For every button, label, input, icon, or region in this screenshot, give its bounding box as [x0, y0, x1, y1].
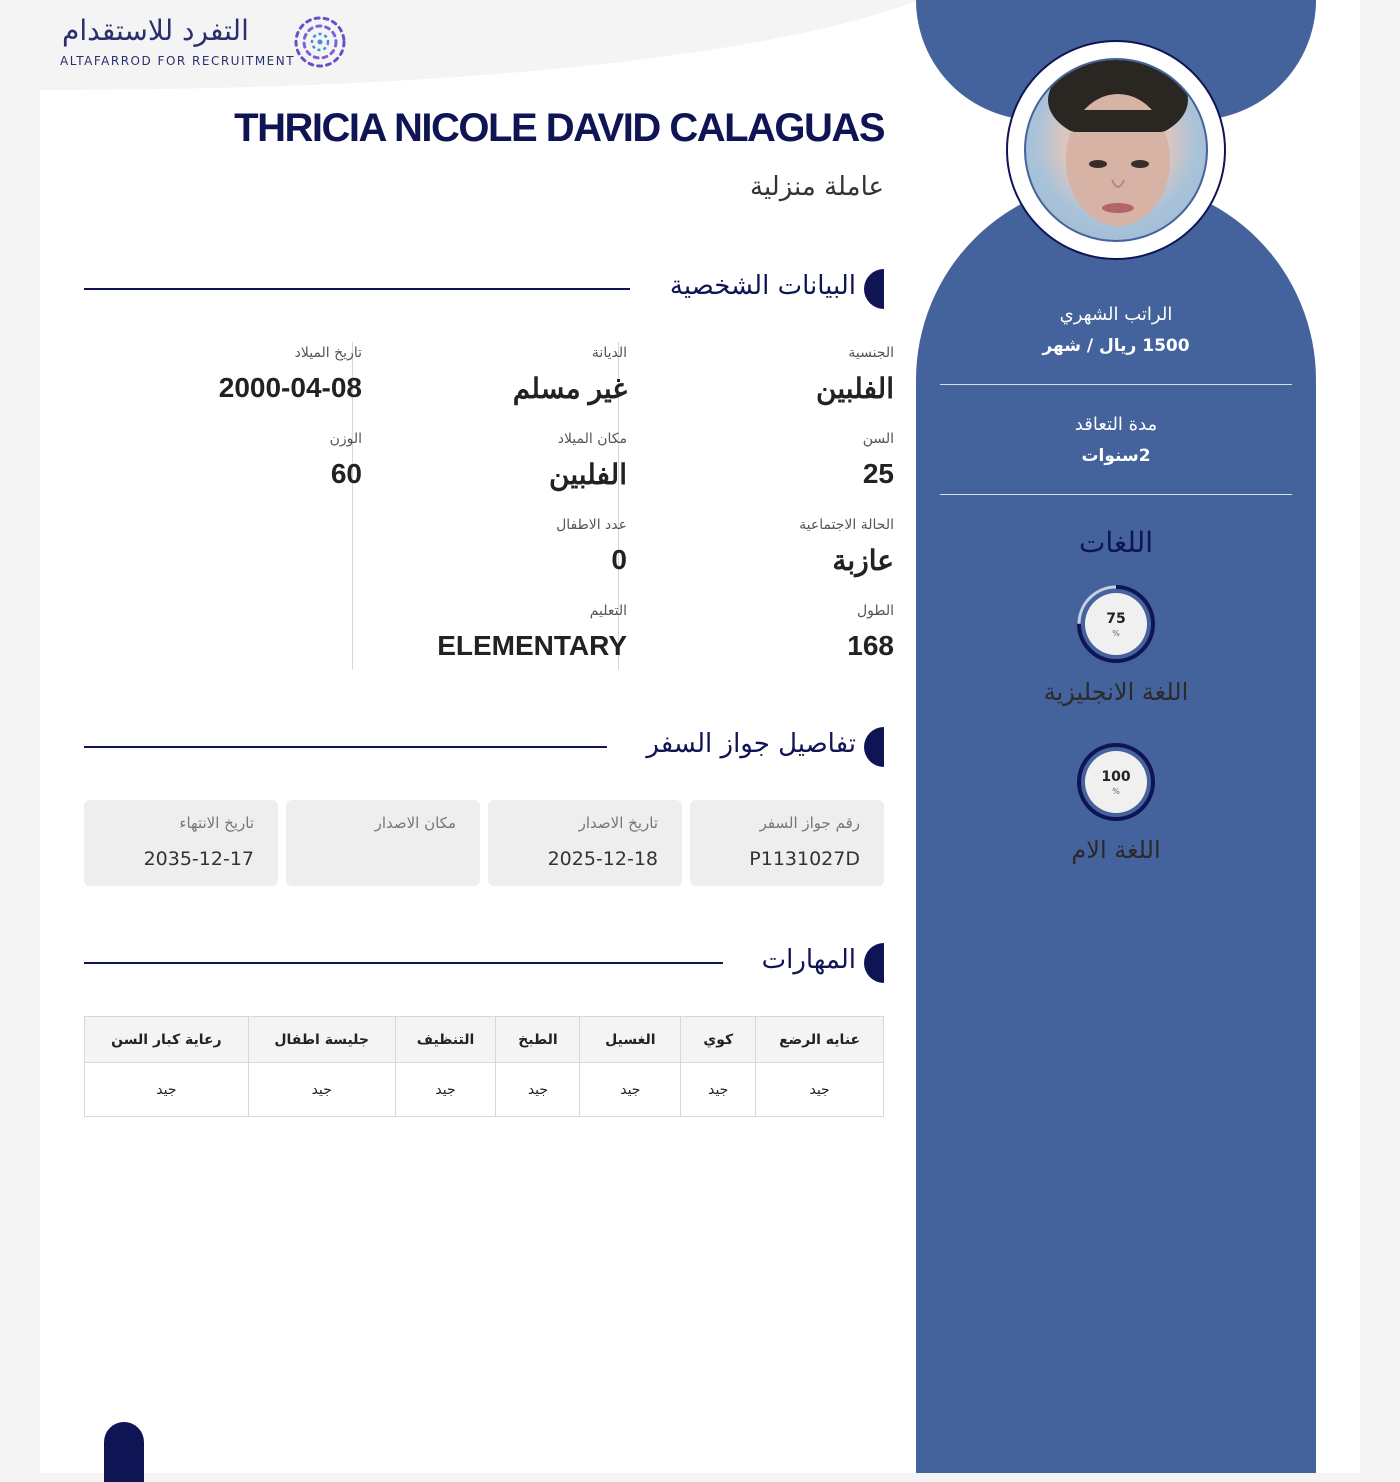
- skill-header: جليسة اطفال: [248, 1017, 395, 1063]
- skill-level: جيد: [580, 1063, 681, 1117]
- contract-duration-value: 2سنوات: [1081, 446, 1151, 466]
- birth-place-value: الفلبين: [549, 459, 627, 490]
- salary-value: 1500 ريال / شهر: [1042, 336, 1190, 356]
- logo-mark-icon: [292, 14, 348, 70]
- passport-number-card: [690, 800, 884, 886]
- religion-value: غير مسلم: [512, 373, 627, 404]
- section-title: المهارات: [761, 945, 856, 975]
- nationality-value: الفلبين: [816, 373, 894, 404]
- section-rule: [84, 746, 607, 748]
- language-name: اللغة الانجليزية: [1043, 678, 1189, 706]
- section-tab: [864, 943, 884, 983]
- children-count-label: عدد الاطفال: [556, 517, 627, 533]
- nationality-label: الجنسية: [848, 345, 894, 361]
- issue-date-card: [488, 800, 682, 886]
- skill-level: جيد: [496, 1063, 580, 1117]
- expiry-date-value: 2035-12-17: [143, 848, 254, 870]
- section-tab: [864, 269, 884, 309]
- education-value: ELEMENTARY: [437, 630, 627, 661]
- gauge-percent-text: 100: [1101, 769, 1131, 785]
- skill-level: جيد: [756, 1063, 884, 1117]
- candidate-job-title: عاملة منزلية: [750, 172, 884, 202]
- skill-level: جيد: [681, 1063, 756, 1117]
- logo-english-name: ALTAFARROD FOR RECRUITMENT: [60, 54, 296, 68]
- gauge-percent-text: 75: [1106, 611, 1126, 627]
- candidate-photo-frame: [1006, 40, 1226, 260]
- skills-table: [84, 1016, 884, 1117]
- issue-place-label: مكان الاصدار: [374, 814, 456, 832]
- religion-label: الديانة: [591, 345, 627, 361]
- issue-date-label: تاريخ الاصدار: [578, 814, 658, 832]
- footer-tab: [104, 1422, 144, 1482]
- candidate-name: THRICIA NICOLE DAVID CALAGUAS: [234, 106, 884, 150]
- sidebar-divider: [940, 384, 1292, 385]
- section-rule: [84, 962, 723, 964]
- sidebar-divider: [940, 494, 1292, 495]
- skill-level: جيد: [248, 1063, 395, 1117]
- passport-number-label: رقم جواز السفر: [759, 814, 860, 832]
- passport-number-value: P1131027D: [749, 848, 860, 870]
- birth-date-label: تاريخ الميلاد: [294, 345, 362, 361]
- skill-level: جيد: [85, 1063, 249, 1117]
- skill-header: رعاية كبار السن: [85, 1017, 249, 1063]
- cv-page: [40, 0, 1360, 1473]
- native-language-gauge: [1076, 742, 1156, 822]
- company-logo: [60, 14, 360, 74]
- age-label: السن: [862, 431, 894, 447]
- gauge-unit-text: %: [1112, 787, 1120, 796]
- issue-place-card: [286, 800, 480, 886]
- children-count-value: 0: [611, 544, 627, 575]
- skills-header-row: [85, 1017, 884, 1063]
- sidebar: [916, 0, 1316, 1473]
- english-proficiency-gauge: [1076, 584, 1156, 664]
- skill-header: الطبخ: [496, 1017, 580, 1063]
- expiry-date-card: [84, 800, 278, 886]
- section-tab: [864, 727, 884, 767]
- birth-date-value: 2000-04-08: [218, 372, 362, 403]
- logo-arabic-name: التفرد للاستقدام: [62, 14, 249, 47]
- height-value: 168: [847, 630, 894, 661]
- weight-label: الوزن: [329, 431, 362, 447]
- weight-value: 60: [330, 458, 362, 489]
- personal-section-header: [84, 269, 884, 309]
- languages-title: اللغات: [1079, 526, 1153, 559]
- expiry-date-label: تاريخ الانتهاء: [179, 814, 254, 832]
- issue-date-value: 2025-12-18: [547, 848, 658, 870]
- height-label: الطول: [856, 603, 894, 619]
- gauge-unit-text: %: [1112, 629, 1120, 638]
- section-rule: [84, 288, 630, 290]
- skills-value-row: [85, 1063, 884, 1117]
- candidate-photo: [1024, 58, 1208, 242]
- passport-section-header: [84, 727, 884, 767]
- skills-section-header: [84, 943, 884, 983]
- section-title: البيانات الشخصية: [669, 271, 856, 301]
- skill-header: كوي: [681, 1017, 756, 1063]
- marital-status-value: عازبة: [832, 545, 894, 576]
- education-label: التعليم: [589, 603, 627, 619]
- salary-label: الراتب الشهري: [1059, 304, 1173, 325]
- skill-header: التنظيف: [395, 1017, 496, 1063]
- contract-duration-label: مدة التعاقد: [1074, 414, 1158, 435]
- language-name: اللغة الام: [1071, 836, 1161, 864]
- age-value: 25: [862, 458, 894, 489]
- sidebar-body: [916, 180, 1316, 1473]
- skill-header: الغسيل: [580, 1017, 681, 1063]
- skill-header: عنايه الرضع: [756, 1017, 884, 1063]
- marital-status-label: الحالة الاجتماعية: [799, 517, 894, 533]
- face-illustration: [1026, 60, 1208, 242]
- birth-place-label: مكان الميلاد: [557, 431, 627, 447]
- skill-level: جيد: [395, 1063, 496, 1117]
- section-title: تفاصيل جواز السفر: [646, 729, 856, 759]
